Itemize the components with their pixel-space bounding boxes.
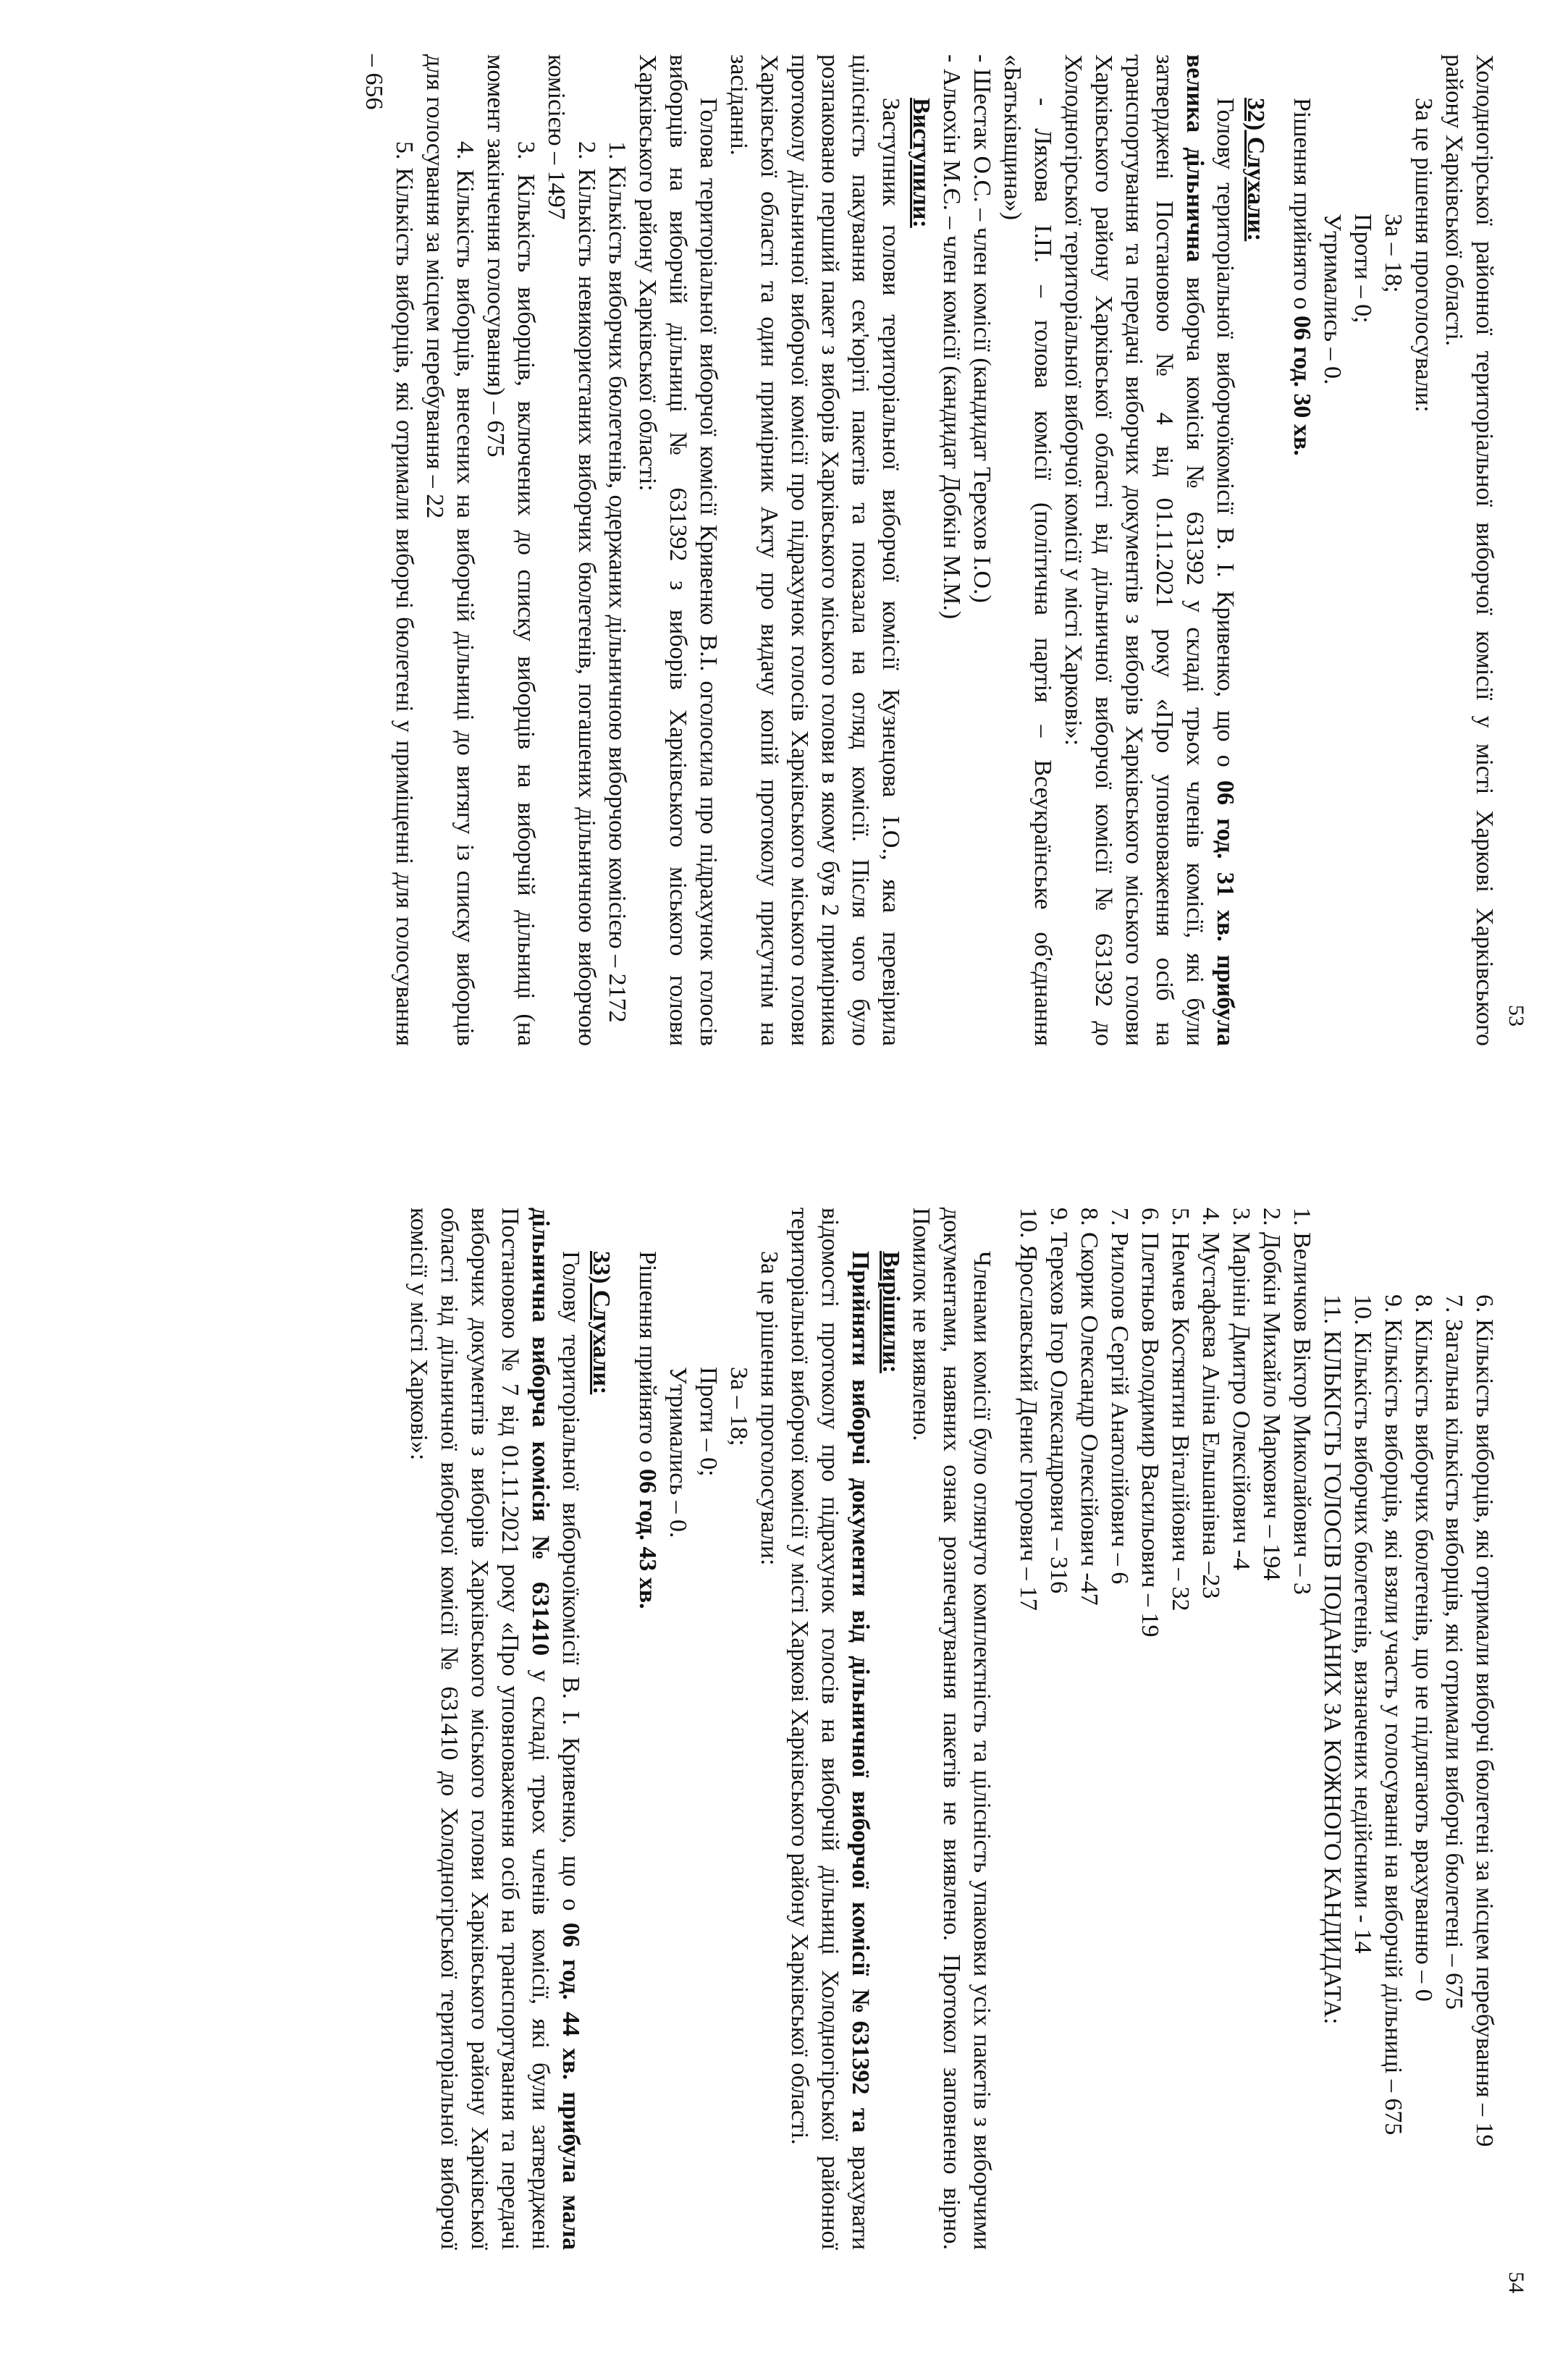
voted-label: За це рішення проголосували: [756, 1251, 783, 1566]
result-item-10: 10. Кількість виборчих бюлетенів, визначених недійсними - 14 [1349, 1294, 1376, 1954]
decision-line: Рішення прийнято о 06 год. 43 хв. [634, 1251, 661, 1609]
heard-paragraph: Голову територіальної виборчоїкомісії В. І. Кривенко, що о 06 год. 31 хв. прибула велика дільнична виборча комісія № 631392 у складі трьох членів комісії, які були затверджені Постановою № 4 від 01.11.2021 року «Про уповноваження осіб на транспортування та передачі виборчих документів з виборів Харківського міського голови Харківського району Харківської області від дільничної виборчої комісії № 631392 до Холодногірської територіальної виборчої комісії у місті Харкові»: [1060, 54, 1239, 1047]
page-content [358, 54, 1499, 1046]
vote-against: Проти – 0; [1349, 214, 1376, 324]
vote-for: За – 18; [725, 1367, 752, 1446]
announce-paragraph: Голова територіальної виборчої комісії Кривенко В.І. оголосила про підрахунок голосів виборців на виборчій дільниці № 631392 з виборів Харківського міського голови Харківського району Харківської області: [634, 54, 722, 1046]
page-number: 53 [1504, 1005, 1528, 1027]
page-content [403, 1208, 1499, 2250]
candidate-1: 1. Величков Віктор Миколайович – 3 [1289, 1208, 1315, 1595]
resolved-paragraph: Прийняти виборчі документи від дільничної виборчої комісії №631392 та врахувати відомості протоколу про підрахунок голосів на виборчій дільниці Холодногірської районної територіальної виборчої комісії у місті Харкові Харківського району Харківської області. [786, 1208, 874, 2250]
result-item-4: 4. Кількість виборців, внесених на виборчій дільниці до витягу із списку виборців для голосування за місцем перебування – 22 [421, 54, 479, 1047]
page-54 [0, 1180, 1568, 2360]
decision-line: Рішення прийнято о 06 год. 30 хв. [1289, 98, 1315, 456]
result-item-8: 8. Кількість виборчих бюлетенів, що не підлягають врахуванню – 0 [1410, 1294, 1437, 2002]
decision-time: 06 год. 30 хв. [1289, 316, 1315, 456]
intro-paragraph: Холодногірської районної територіальної виборчої комісії у місті Харкові Харківського району Харківської області. [1441, 54, 1498, 1046]
vote-for: За – 18; [1380, 214, 1407, 293]
result-item-7: 7. Загальна кількість виборців, які отримали виборчі бюлетені – 675 [1441, 1294, 1467, 2010]
decision-time: 06 год. 43 хв. [634, 1469, 661, 1609]
members-check-paragraph: Членами комісії було оглянуто комплектність та цілісність упаковки усіх пакетів з виборчими документами, наявних ознак розпечатування пакетів не виявлено. Протокол заповнено вірно. Помилок не виявлено. [908, 1208, 995, 2250]
item-heading: 32) Слухали: [1242, 98, 1269, 242]
candidate-2: 2. Добкін Михайло Маркович – 194 [1258, 1208, 1285, 1581]
member-2: - Шестак О.С. – член комісії (кандидат Терехов І.О.) [969, 54, 995, 603]
heard-paragraph: Голову територіальної виборчоїкомісії В. І. Кривенко, що о 06 год. 44 хв. прибула мала дільнична виборча комісія № 631410 у складі трьох членів комісії, які були затверджені Постановою № 7 від 01.11.2021 року «Про уповноваження осіб на транспортування та передачі виборчих документів з виборів Харківського міського голови Харківського району Харківської області від дільничної виборчої комісії № 631410 до Холодногірської територіальної виборчої комісії у місті Харкові»: [405, 1208, 584, 2251]
candidate-10: 10. Ярославський Денис Ігорович – 17 [1015, 1208, 1042, 1611]
item-heading: 33) Слухали: [588, 1251, 615, 1395]
member-1: - Ляхова І.П. – голова комісії (політична партія – Всеукраїнське об'єднання «Батьківщина») [999, 54, 1056, 1046]
result-item-3: 3. Кількість виборців, включених до списку виборців на виборчій дільниці (на момент закінчення голосування) – 675 [482, 54, 539, 1046]
result-item-6: 6. Кількість виборців, які отримали виборчі бюлетені за місцем перебування – 19 [1471, 1294, 1498, 2147]
result-item-2: 2. Кількість невикористаних виборчих бюлетенів, погашених дільничною виборчою комісією – 1497 [543, 54, 600, 1047]
vote-against: Проти – 0; [695, 1367, 722, 1477]
member-3: - Альохін М.Є. – член комісії (кандидат Добкін М.М.) [938, 54, 965, 620]
vote-abstain: Утримались – 0. [665, 1367, 691, 1538]
result-item-9: 9. Кількість виборців, які взяли участь у голосуванні на виборчій дільниці – 675 [1380, 1294, 1407, 2136]
candidate-8: 8. Скорик Олександр Олексійович -47 [1076, 1208, 1103, 1606]
page-number: 54 [1504, 2272, 1528, 2293]
candidate-7: 7. Рилолов Сергій Анатолійович – 6 [1106, 1208, 1133, 1585]
candidate-6: 6. Плетньов Володимир Васильович – 19 [1137, 1208, 1163, 1638]
candidate-9: 9. Терехов Ігор Олександрович – 316 [1045, 1208, 1072, 1594]
candidate-5: 5. Немчев Костянтин Віталійович – 32 [1167, 1208, 1194, 1611]
speakers-heading: Виступили: [908, 98, 935, 228]
candidate-3: 3. Марінін Дмитро Олексійович -4 [1228, 1208, 1255, 1570]
vote-abstain: Утримались – 0. [1319, 214, 1346, 385]
resolved-heading: Вирішили: [877, 1251, 904, 1373]
candidate-4: 4. Мустафаєва Аліна Ельшанівна –23 [1197, 1208, 1224, 1599]
result-item-1: 1. Кількість виборчих бюлетенів, одержаних дільничною виборчою комісією – 2172 [604, 141, 631, 1023]
speakers-paragraph: Заступник голови територіальної виборчої комісії Кузнецова І.О., яка перевірила цілісність пакування сек'юріті пакетів та показала на огляд комісії. Після чого було розпаковано перший пакет з виборів Харківського міського голови в якому був 2 примірника протоколу дільничної виборчої комісії про підрахунок голосів Харківського міського голови Харківської області та один примірник Акту про видачу копій протоколу присутнім на засіданні. [725, 54, 904, 1046]
result-item-5: 5. Кількість виборців, які отримали виборчі бюлетені у приміщенні для голосування – 656 [361, 54, 418, 1047]
result-item-11: 11. КІЛЬКІСТЬ ГОЛОСІВ ПОДАНИХ ЗА КОЖНОГО КАНДИДАТА: [1319, 1294, 1346, 2025]
voted-label: За це рішення проголосували: [1410, 98, 1437, 413]
